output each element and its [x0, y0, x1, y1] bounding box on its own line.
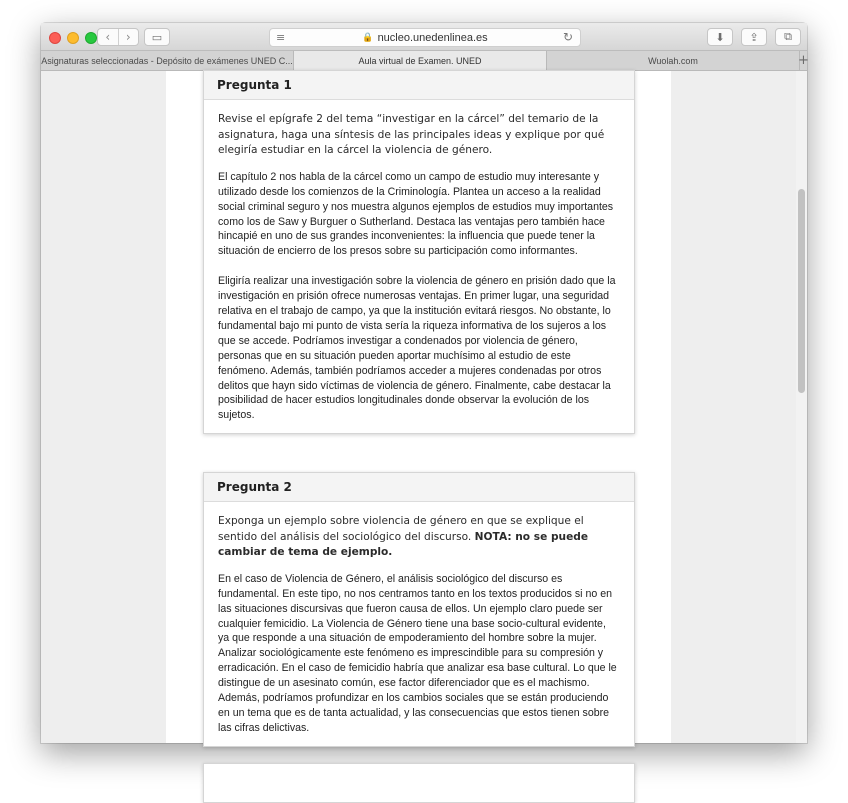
address-bar[interactable] — [269, 28, 581, 47]
sidebar-icon: ▭ — [151, 30, 163, 44]
back-arrow-icon[interactable]: ‹ — [98, 29, 119, 45]
page-viewport[interactable] — [41, 71, 807, 743]
question-prompt — [218, 514, 620, 561]
tabs-overview-icon: ⧉ — [784, 30, 792, 43]
lock-icon: 🔒 — [362, 32, 374, 43]
tab-depositos-examenes[interactable] — [41, 51, 294, 70]
question-prompt-text: Exponga un ejemplo sobre violencia de género en que se explique el sentido del análisis del sociológico del discurso. — [218, 515, 584, 543]
sidebar-toggle-button[interactable] — [144, 28, 170, 46]
question-body — [204, 100, 634, 433]
question-body — [204, 502, 634, 746]
tab-label: Aula virtual de Examen. UNED — [358, 55, 482, 66]
new-tab-button[interactable] — [800, 51, 807, 70]
plus-icon: + — [798, 53, 809, 68]
browser-toolbar — [41, 23, 807, 51]
tab-wuolah[interactable] — [547, 51, 800, 70]
share-icon: ⇪ — [749, 30, 759, 44]
close-window-button[interactable] — [49, 32, 61, 44]
download-icon: ⬇ — [715, 30, 725, 44]
forward-arrow-icon[interactable]: › — [125, 30, 131, 44]
browser-window — [41, 23, 807, 743]
question-card-2 — [203, 472, 635, 747]
reload-icon[interactable]: ↻ — [562, 30, 573, 44]
scrollbar[interactable] — [796, 71, 807, 743]
zoom-window-button[interactable] — [85, 32, 97, 44]
url-text: nucleo.unedenlinea.es — [377, 31, 488, 44]
question-card-1 — [203, 70, 635, 434]
tab-label: Wuolah.com — [648, 55, 698, 66]
minimize-window-button[interactable] — [67, 32, 79, 44]
answer-paragraph: El capítulo 2 nos habla de la cárcel como un campo de estudio muy interesante y utilizado desde los comienzos de la Criminología. Plantea un acceso a la realidad social criminal seguro y nos muestra algunos ejemplos de estudios muy importantes como los de Saw y Burguer o Sutherland. Destaca las ventajas pero también hace hincapié en uno de sus grandes inconvenientes: la influencia que puede tener la situación de encierro de los presos sobre su participación como informantes. — [218, 170, 614, 258]
question-prompt-note: NOTA: no se puede cambiar de tema de ejemplo. — [218, 530, 589, 559]
scrollbar-thumb[interactable] — [798, 189, 805, 393]
tab-label: Asignaturas seleccionadas - Depósito de exámenes UNED C... — [41, 55, 293, 66]
answer-paragraph: Eligiría realizar una investigación sobre la violencia de género en prisión dado que la investigación en prisión ofrece numerosas ventajas. En primer lugar, una seguridad relativa en el trabajo de campo, ya que la institución evitará riesgos. No obstante, lo fundamental bajo mi punto de vista sería la riqueza informativa de los sujeros a los que se accede. Podríamos investigar a condenados por violencia de género, personas que en su situación pueden aportar muchísimo al estudio de este fenómeno. Además, también podríamos acceder a mujeres condenadas por otros delitos que hayn sido víctimas de violencia de género. Finalmente, cabe destacar la posibilidad de hacer estudios longitudinales donde observar la evolución de los sujetos. — [218, 275, 616, 422]
answer-paragraph: En el caso de Violencia de Género, el análisis sociológico del discurso es fundamental. En este tipo, no nos centramos tanto en los textos producidos si no en las situaciones discursivas que fueron causa de ellos. Un ejemplo claro puede ser cualquier femicidio. La Violencia de Género tiene una base socio-cultural evidente, ya que responde a una situación de empoderamiento del hombre sobre la mujer. Analizar sociológicamente este fenómeno es imprescindible para su compresión y erradicación. En el caso de femicidio habría que analizar esa base cultural. Lo que le distingue de un asesinato común, ese factor diferenciador que es el machismo. Además, podríamos profundizar en los cambios sociales que se están produciendo en un tema que es de tanta actualidad, y las consecuencias que estos tienen sobre las cifras delictivas. — [218, 572, 617, 734]
navigation-buttons — [97, 28, 139, 46]
downloads-button[interactable] — [707, 28, 733, 46]
tab-aula-virtual[interactable] — [294, 51, 547, 70]
tab-overview-button[interactable] — [775, 28, 801, 46]
question-title: Pregunta 1 — [204, 71, 634, 100]
page-content — [166, 71, 671, 743]
question-title: Pregunta 2 — [204, 473, 634, 502]
tab-bar — [41, 51, 807, 71]
share-button[interactable] — [741, 28, 767, 46]
reader-mode-icon[interactable]: ≡ — [276, 31, 286, 44]
question-prompt: Revise el epígrafe 2 del tema “investigar en la cárcel” del temario de la asignatura, haga una síntesis de las principales ideas y explique por qué elegiría estudiar en la cárcel la violencia de género. — [218, 113, 605, 157]
question-card-3 — [203, 763, 635, 803]
